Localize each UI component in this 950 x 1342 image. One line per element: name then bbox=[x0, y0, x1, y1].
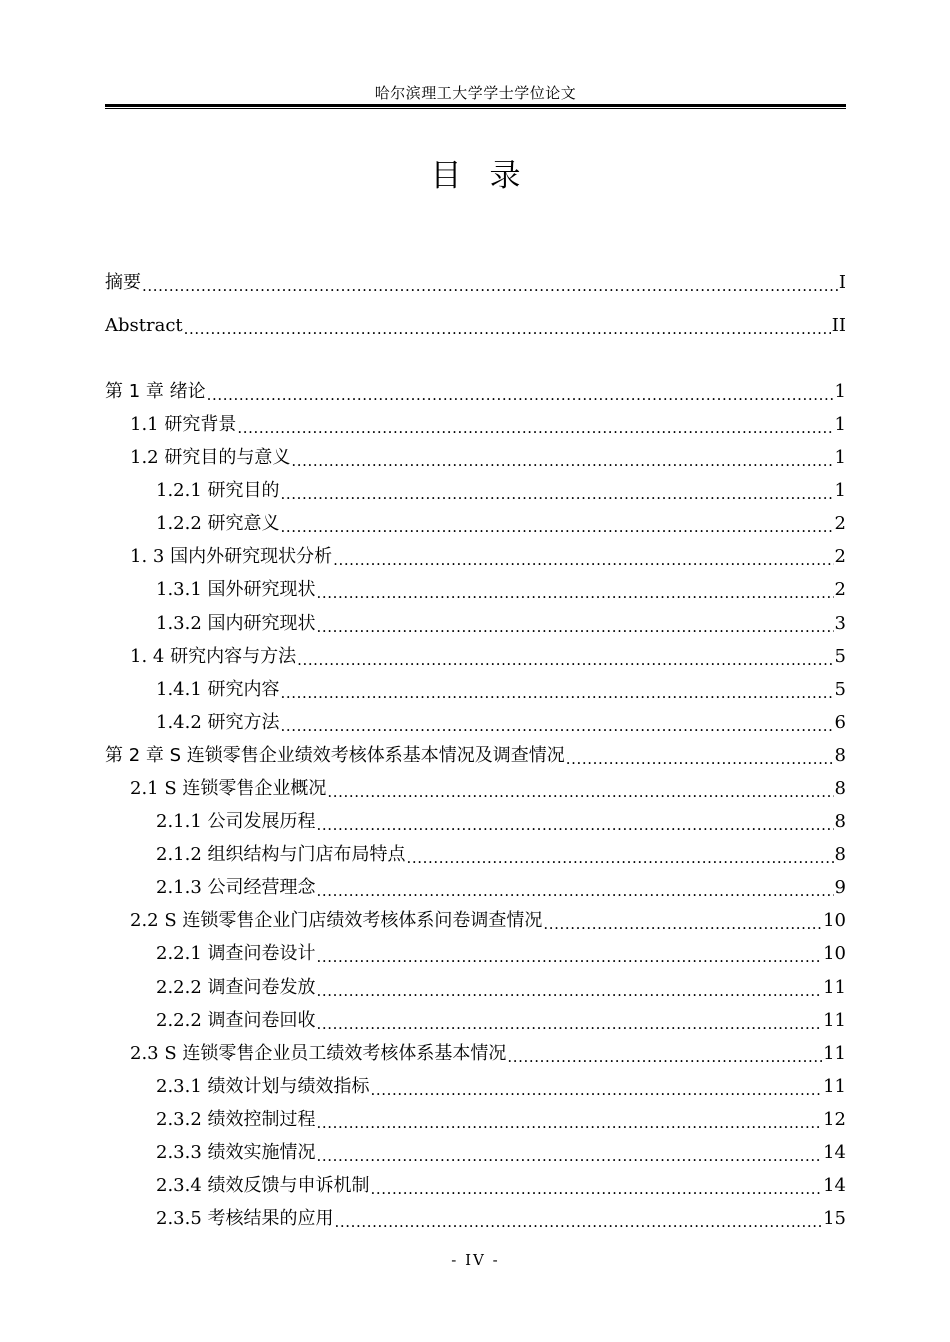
header-rule bbox=[105, 104, 846, 109]
toc-entry[interactable] bbox=[105, 309, 846, 337]
toc-entry[interactable] bbox=[105, 673, 846, 701]
toc-entry-page: 3 bbox=[834, 613, 846, 634]
toc-entry[interactable] bbox=[105, 772, 846, 800]
toc-entry-label: 1.4.1 研究内容 bbox=[156, 679, 280, 700]
toc-leader-dots bbox=[543, 910, 822, 932]
toc-leader-dots bbox=[291, 447, 833, 469]
toc-entry-label: 1. 4 研究内容与方法 bbox=[130, 646, 297, 667]
toc-entry[interactable] bbox=[105, 706, 846, 734]
toc-leader-dots bbox=[317, 1109, 823, 1131]
toc-entry-label: 2.2.2 调查问卷回收 bbox=[156, 1010, 316, 1031]
toc-entry-page: 1 bbox=[834, 480, 846, 501]
toc-leader-dots bbox=[317, 1142, 823, 1164]
toc-leader-dots bbox=[317, 943, 823, 965]
toc-leader-dots bbox=[507, 1043, 822, 1065]
toc-entry-page: 11 bbox=[823, 1010, 846, 1031]
toc-entry-label: 2.1.1 公司发展历程 bbox=[156, 811, 316, 832]
toc-entry-label: 2.1 S 连锁零售企业概况 bbox=[130, 778, 327, 799]
toc-entry-label: 1.4.2 研究方法 bbox=[156, 712, 280, 733]
toc-entry[interactable] bbox=[105, 1169, 846, 1197]
toc-entry[interactable] bbox=[105, 1070, 846, 1098]
toc-entry-label: 1.2.2 研究意义 bbox=[156, 513, 280, 534]
toc-entry-label: 2.2.2 调查问卷发放 bbox=[156, 977, 316, 998]
toc-entry-page: 10 bbox=[823, 943, 846, 964]
toc-entry[interactable] bbox=[105, 375, 846, 403]
toc-entry-page: I bbox=[838, 272, 846, 293]
toc-leader-dots bbox=[317, 877, 834, 899]
toc-entry[interactable] bbox=[105, 408, 846, 436]
toc-entry-page: 1 bbox=[834, 414, 846, 435]
toc-entry-label: 1.1 研究背景 bbox=[130, 414, 237, 435]
toc-leader-dots bbox=[207, 381, 834, 403]
toc-entry[interactable] bbox=[105, 1004, 846, 1032]
toc-entry-page: 2 bbox=[834, 513, 846, 534]
toc-entry-page: 6 bbox=[834, 712, 846, 733]
toc-entry-page: 11 bbox=[823, 977, 846, 998]
toc-entry-page: 2 bbox=[834, 579, 846, 600]
toc-entry-label: 2.3.3 绩效实施情况 bbox=[156, 1142, 316, 1163]
toc-entry[interactable] bbox=[105, 904, 846, 932]
toc-entry-label: 2.3.5 考核结果的应用 bbox=[156, 1208, 334, 1229]
toc-leader-dots bbox=[281, 679, 834, 701]
toc-leader-dots bbox=[371, 1175, 823, 1197]
toc-entry-label: 摘要 bbox=[105, 272, 141, 293]
toc-entry-label: 1.3.1 国外研究现状 bbox=[156, 579, 316, 600]
toc-entry-page: 8 bbox=[834, 778, 846, 799]
toc-entry[interactable] bbox=[105, 971, 846, 999]
toc-entry-label: 1.2 研究目的与意义 bbox=[130, 447, 291, 468]
toc-entry-page: 8 bbox=[834, 745, 846, 766]
toc-entry-page: 2 bbox=[834, 546, 846, 567]
toc-leader-dots bbox=[317, 1010, 823, 1032]
toc-entry-page: 11 bbox=[823, 1076, 846, 1097]
toc-entry-page: 1 bbox=[834, 447, 846, 468]
toc-entry-label: 2.2.1 调查问卷设计 bbox=[156, 943, 316, 964]
toc-entry-page: 10 bbox=[823, 910, 846, 931]
toc-entry-page: 5 bbox=[834, 679, 846, 700]
toc-leader-dots bbox=[142, 272, 838, 294]
toc-entry-page: 14 bbox=[823, 1175, 846, 1196]
toc-entry[interactable] bbox=[105, 739, 846, 767]
toc-entry-label: 2.3 S 连锁零售企业员工绩效考核体系基本情况 bbox=[130, 1043, 507, 1064]
toc-entry[interactable] bbox=[105, 540, 846, 568]
toc-entry[interactable] bbox=[105, 805, 846, 833]
toc-entry-page: 8 bbox=[834, 844, 846, 865]
toc-entry-label: 第 1 章 绪论 bbox=[105, 381, 206, 402]
toc-entry[interactable] bbox=[105, 441, 846, 469]
toc-leader-dots bbox=[317, 811, 834, 833]
toc-leader-dots bbox=[281, 712, 834, 734]
toc-entry-page: 14 bbox=[823, 1142, 846, 1163]
toc-entry[interactable] bbox=[105, 1136, 846, 1164]
toc-entry-page: II bbox=[831, 315, 846, 336]
toc-entry-page: 11 bbox=[823, 1043, 846, 1064]
toc-leader-dots bbox=[335, 1208, 823, 1230]
toc-leader-dots bbox=[297, 646, 833, 668]
toc-entry-page: 5 bbox=[834, 646, 846, 667]
toc-leader-dots bbox=[281, 513, 834, 535]
toc-entry[interactable] bbox=[105, 607, 846, 635]
page-number: - IV - bbox=[451, 1251, 500, 1269]
toc-entry[interactable] bbox=[105, 871, 846, 899]
toc-entry[interactable] bbox=[105, 573, 846, 601]
toc-leader-dots bbox=[327, 778, 833, 800]
toc-entry[interactable] bbox=[105, 1202, 846, 1230]
running-header: 哈尔滨理工大学学士学位论文 bbox=[374, 84, 577, 102]
toc-entry-label: 1.3.2 国内研究现状 bbox=[156, 613, 316, 634]
toc-entry[interactable] bbox=[105, 474, 846, 502]
toc-leader-dots bbox=[407, 844, 834, 866]
toc-leader-dots bbox=[317, 579, 834, 601]
toc-entry-label: 2.3.1 绩效计划与绩效指标 bbox=[156, 1076, 370, 1097]
toc-entry-page: 9 bbox=[834, 877, 846, 898]
toc-entry-page: 12 bbox=[823, 1109, 846, 1130]
toc-leader-dots bbox=[317, 977, 823, 999]
toc-leader-dots bbox=[184, 315, 831, 337]
page-title: 目录 bbox=[430, 158, 549, 194]
toc-entry[interactable] bbox=[105, 640, 846, 668]
toc-leader-dots bbox=[237, 414, 833, 436]
toc-entry-label: 2.3.4 绩效反馈与申诉机制 bbox=[156, 1175, 370, 1196]
toc-entry-label: 2.2 S 连锁零售企业门店绩效考核体系问卷调查情况 bbox=[130, 910, 543, 931]
toc-entry-label: Abstract bbox=[105, 315, 183, 336]
toc-entry-page: 8 bbox=[834, 811, 846, 832]
toc-entry-label: 1.2.1 研究目的 bbox=[156, 480, 280, 501]
toc-leader-dots bbox=[566, 745, 834, 767]
toc-entry-page: 1 bbox=[834, 381, 846, 402]
toc-entry[interactable] bbox=[105, 1103, 846, 1131]
toc-entry[interactable] bbox=[105, 937, 846, 965]
toc-leader-dots bbox=[281, 480, 834, 502]
toc-entry[interactable] bbox=[105, 1037, 846, 1065]
toc-entry-label: 第 2 章 S 连锁零售企业绩效考核体系基本情况及调查情况 bbox=[105, 745, 565, 766]
toc-entry-page: 15 bbox=[823, 1208, 846, 1229]
toc-entry-label: 2.3.2 绩效控制过程 bbox=[156, 1109, 316, 1130]
toc-entry-label: 1. 3 国内外研究现状分析 bbox=[130, 546, 333, 567]
toc-leader-dots bbox=[317, 613, 834, 635]
toc-leader-dots bbox=[371, 1076, 823, 1098]
toc-entry-label: 2.1.2 组织结构与门店布局特点 bbox=[156, 844, 406, 865]
toc-leader-dots bbox=[333, 546, 833, 568]
toc-entry[interactable] bbox=[105, 266, 846, 294]
toc-entry-label: 2.1.3 公司经营理念 bbox=[156, 877, 316, 898]
toc-entry[interactable] bbox=[105, 507, 846, 535]
toc-entry[interactable] bbox=[105, 838, 846, 866]
